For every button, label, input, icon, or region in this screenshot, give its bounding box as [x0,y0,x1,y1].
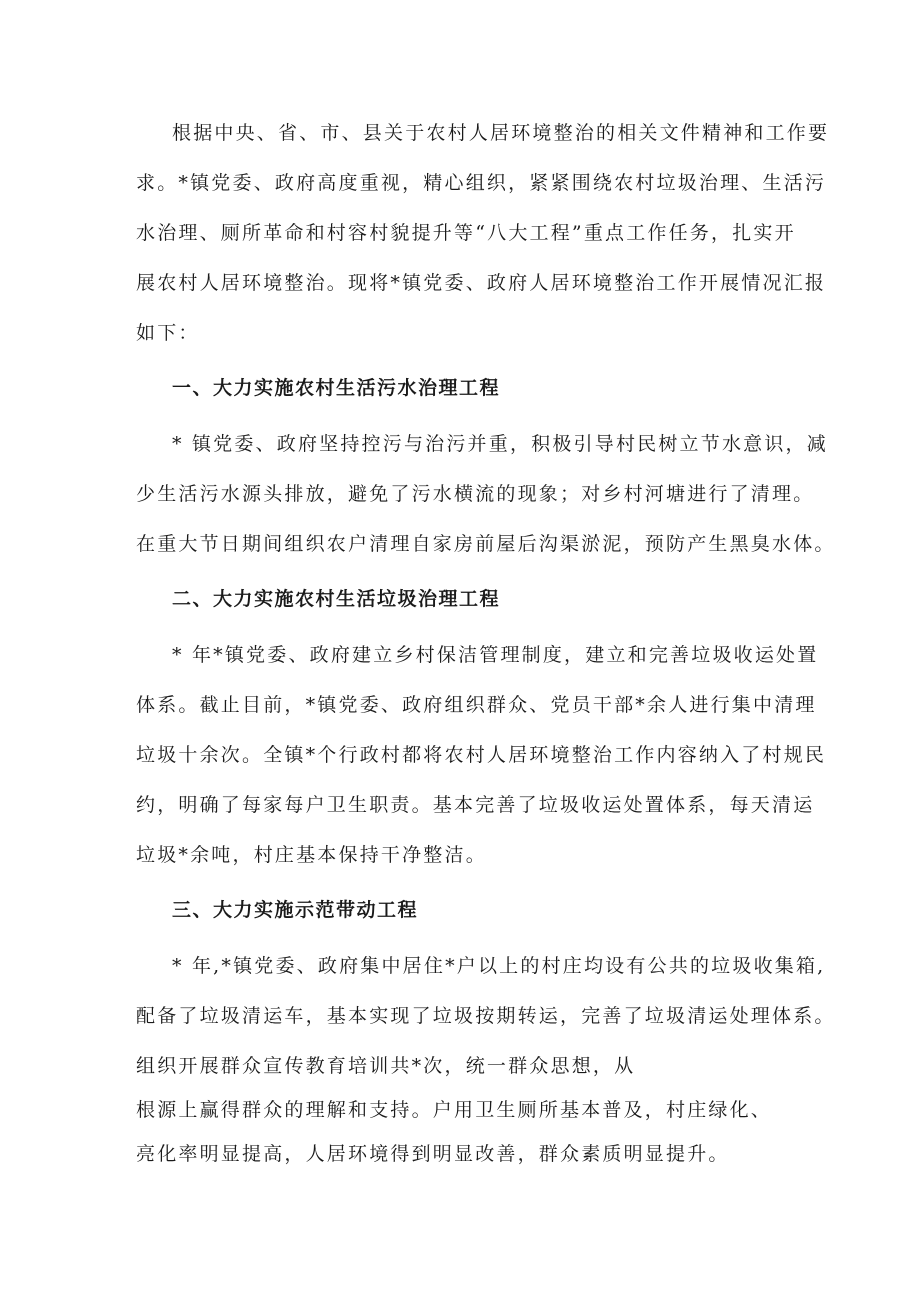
paragraph-line: 约，明确了每家每户卫生职责。基本完善了垃圾收运处置体系，每天清运 [136,794,815,816]
paragraph-line: * 年*镇党委、政府建立乡村保洁管理制度，建立和完善垃圾收运处置 [172,644,819,666]
paragraph-line: 在重大节日期间组织农户清理自家房前屋后沟渠淤泥，预防产生黑臭水体。 [136,533,836,555]
section-heading: 一、大力实施农村生活污水治理工程 [172,377,501,399]
paragraph-line: 亮化率明显提高，人居环境得到明显改善，群众素质明显提升。 [136,1143,730,1165]
intro-line: 水治理、厕所革命和村容村貌提升等“八大工程”重点工作任务，扎实开 [136,222,796,244]
paragraph-line: 根源上赢得群众的理解和支持。户用卫生厕所基本普及，村庄绿化、 [136,1099,773,1121]
intro-line: 展农村人居环境整治。现将*镇党委、政府人居环境整治工作开展情况汇报 [136,272,827,294]
paragraph-line: 体系。截止目前，*镇党委、政府组织群众、党员干部*余人进行集中清理 [136,694,817,716]
paragraph-line: * 年,*镇党委、政府集中居住*户以上的村庄均设有公共的垃圾收集箱, [172,955,826,977]
paragraph-line: 垃圾十余次。全镇*个行政村都将农村人居环境整治工作内容纳入了村规民 [136,744,827,766]
paragraph-line: * 镇党委、政府坚持控污与治污并重，积极引导村民树立节水意识，减 [172,433,828,455]
section-heading: 三、大力实施示范带动工程 [172,899,419,921]
paragraph-line: 组织开展群众宣传教育培训共*次，统一群众思想，从 [136,1055,636,1077]
paragraph-line: 垃圾*余吨，村庄基本保持干净整洁。 [136,844,487,866]
paragraph-line: 少生活污水源头排放，避免了污水横流的现象；对乡村河塘进行了清理。 [136,483,815,505]
intro-line: 如下： [136,322,200,344]
paragraph-line: 配备了垃圾清运车，基本实现了垃圾按期转运，完善了垃圾清运处理体系。 [136,1005,836,1027]
section-heading: 二、大力实施农村生活垃圾治理工程 [172,588,501,610]
intro-line: 求。*镇党委、政府高度重视，精心组织，紧紧围绕农村垃圾治理、生活污 [136,172,827,194]
intro-line: 根据中央、省、市、县关于农村人居环境整治的相关文件精神和工作要 [172,122,830,144]
